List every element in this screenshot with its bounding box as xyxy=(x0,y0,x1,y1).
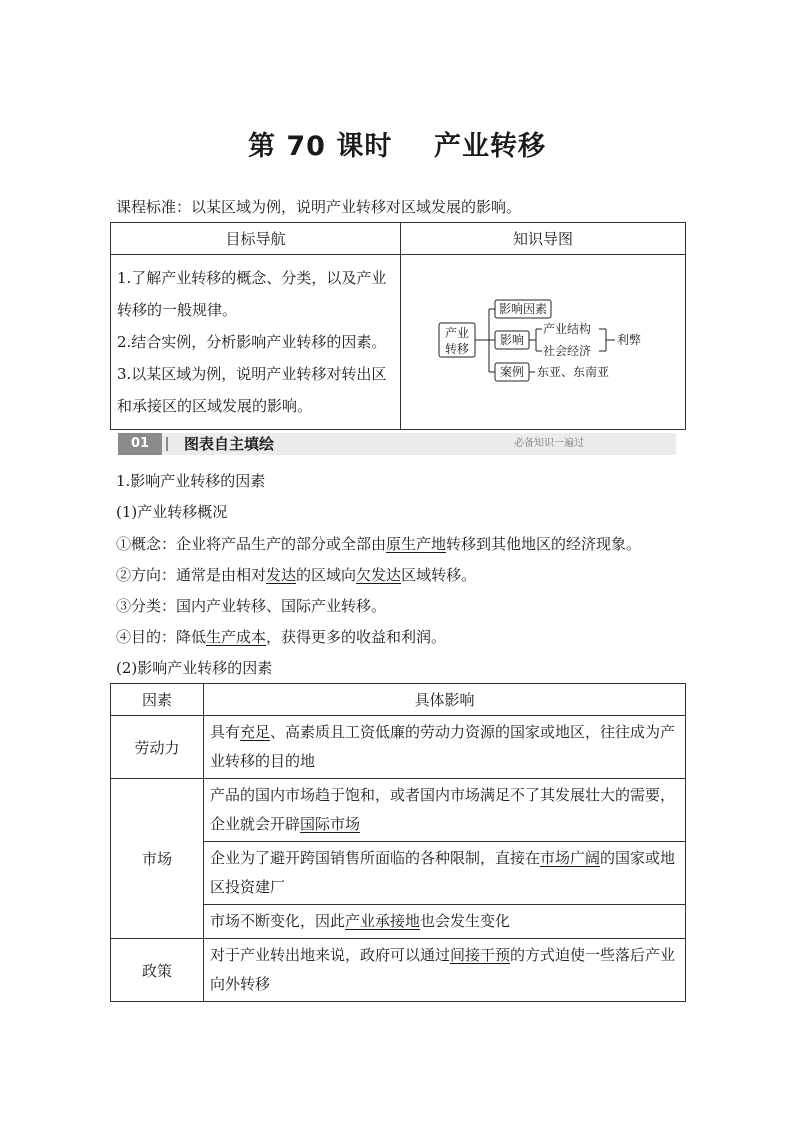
fill-blank: 生产成本 xyxy=(206,628,267,646)
detail-cell xyxy=(204,939,686,1002)
text: 的方式迫使一些落后产业向外转移 xyxy=(210,946,676,993)
mindmap-diagram xyxy=(401,259,685,425)
purpose-line xyxy=(116,626,446,647)
text: ②方向：通常是由相对 xyxy=(116,566,267,584)
heading-factors: 1.影响产业转移的因素 xyxy=(116,472,266,490)
mindmap-node-pros-cons: 利弊 xyxy=(617,333,642,347)
mindmap-node-structure: 产业结构 xyxy=(543,322,592,336)
mindmap-node-impact: 影响 xyxy=(499,333,525,347)
detail-cell xyxy=(204,716,686,779)
section-divider xyxy=(166,437,168,451)
curriculum-standard: 课程标准：以某区域为例，说明产业转移对区域发展的影响。 xyxy=(116,198,522,216)
text: 产品的国内市场趋于饱和，或者国内市场满足不了其发展壮大的需要，企业就会开辟 xyxy=(210,786,676,833)
mindmap-root: 产业 xyxy=(444,326,470,340)
fill-blank: 发达 xyxy=(266,566,297,584)
section-header xyxy=(118,433,676,455)
text: ①概念：企业将产品生产的部分或全部由 xyxy=(116,535,387,553)
table-row xyxy=(111,779,686,842)
text: 企业为了避开跨国销售所面临的各种限制，直接在 xyxy=(210,849,541,867)
goals-cell xyxy=(111,255,401,430)
page-title: 第 70 课时 产业转移 xyxy=(248,131,546,162)
text: 具有 xyxy=(210,723,241,741)
subheading-factors: (2)影响产业转移的因素 xyxy=(116,659,273,677)
subheading-overview: (1)产业转移概况 xyxy=(116,503,228,521)
mindmap-node-factors: 影响因素 xyxy=(498,302,548,316)
map-header: 知识导图 xyxy=(401,223,686,255)
text: 转移到其他地区的经济现象。 xyxy=(446,535,642,553)
table-row xyxy=(111,939,686,1002)
classify-line: ③分类：国内产业转移、国际产业转移。 xyxy=(116,597,387,615)
mindmap-node-case-detail: 东亚、东南亚 xyxy=(537,365,610,379)
goals-header: 目标导航 xyxy=(111,223,401,255)
fill-blank: 充足 xyxy=(240,723,271,741)
text: 的国家或地区投资建厂 xyxy=(210,849,676,896)
fill-blank: 国际市场 xyxy=(300,815,361,833)
fill-blank: 欠发达 xyxy=(356,566,402,584)
text: 的区域向 xyxy=(296,566,357,584)
detail-cell xyxy=(204,779,686,842)
section-number: 01 xyxy=(118,433,162,455)
direction-line xyxy=(116,564,476,585)
text: 也会发生变化 xyxy=(420,912,511,930)
factor-policy: 政策 xyxy=(111,939,204,1002)
text: 市场不断变化，因此 xyxy=(210,912,346,930)
section-subtitle: 必备知识一遍过 xyxy=(514,438,584,449)
table-row xyxy=(111,716,686,779)
fill-blank: 原生产地 xyxy=(386,535,447,553)
goal-item: 2.结合实例，分析影响产业转移的因素。 xyxy=(117,333,387,351)
fill-blank: 市场广阔 xyxy=(540,849,601,867)
goal-item: 3.以某区域为例，说明产业转移对转出区和承接区的区域发展的影响。 xyxy=(117,365,387,415)
fill-blank: 产业承接地 xyxy=(345,912,421,930)
fill-blank: 间接干预 xyxy=(450,946,511,964)
mindmap-node-economy: 社会经济 xyxy=(543,344,592,358)
text: 对于产业转出地来说，政府可以通过 xyxy=(210,946,451,964)
detail-header: 具体影响 xyxy=(204,684,686,716)
mindmap-cell xyxy=(401,255,686,430)
goal-item: 1.了解产业转移的概念、分类，以及产业转移的一般规律。 xyxy=(117,269,387,319)
text: 区域转移。 xyxy=(401,566,477,584)
mindmap-node-case: 案例 xyxy=(499,365,525,379)
factor-header: 因素 xyxy=(111,684,204,716)
text: ④目的：降低 xyxy=(116,628,207,646)
factor-labor: 劳动力 xyxy=(111,716,204,779)
detail-cell xyxy=(204,905,686,939)
factor-market: 市场 xyxy=(111,779,204,939)
goals-map-table xyxy=(110,222,686,430)
section-title: 图表自主填绘 xyxy=(184,435,275,453)
text: ，获得更多的收益和利润。 xyxy=(266,628,447,646)
mindmap-root: 转移 xyxy=(444,342,470,356)
text: 、高素质且工资低廉的劳动力资源的国家或地区，往往成为产业转移的目的地 xyxy=(210,723,676,770)
detail-cell xyxy=(204,842,686,905)
concept-line xyxy=(116,533,641,554)
factors-table xyxy=(110,683,686,1002)
